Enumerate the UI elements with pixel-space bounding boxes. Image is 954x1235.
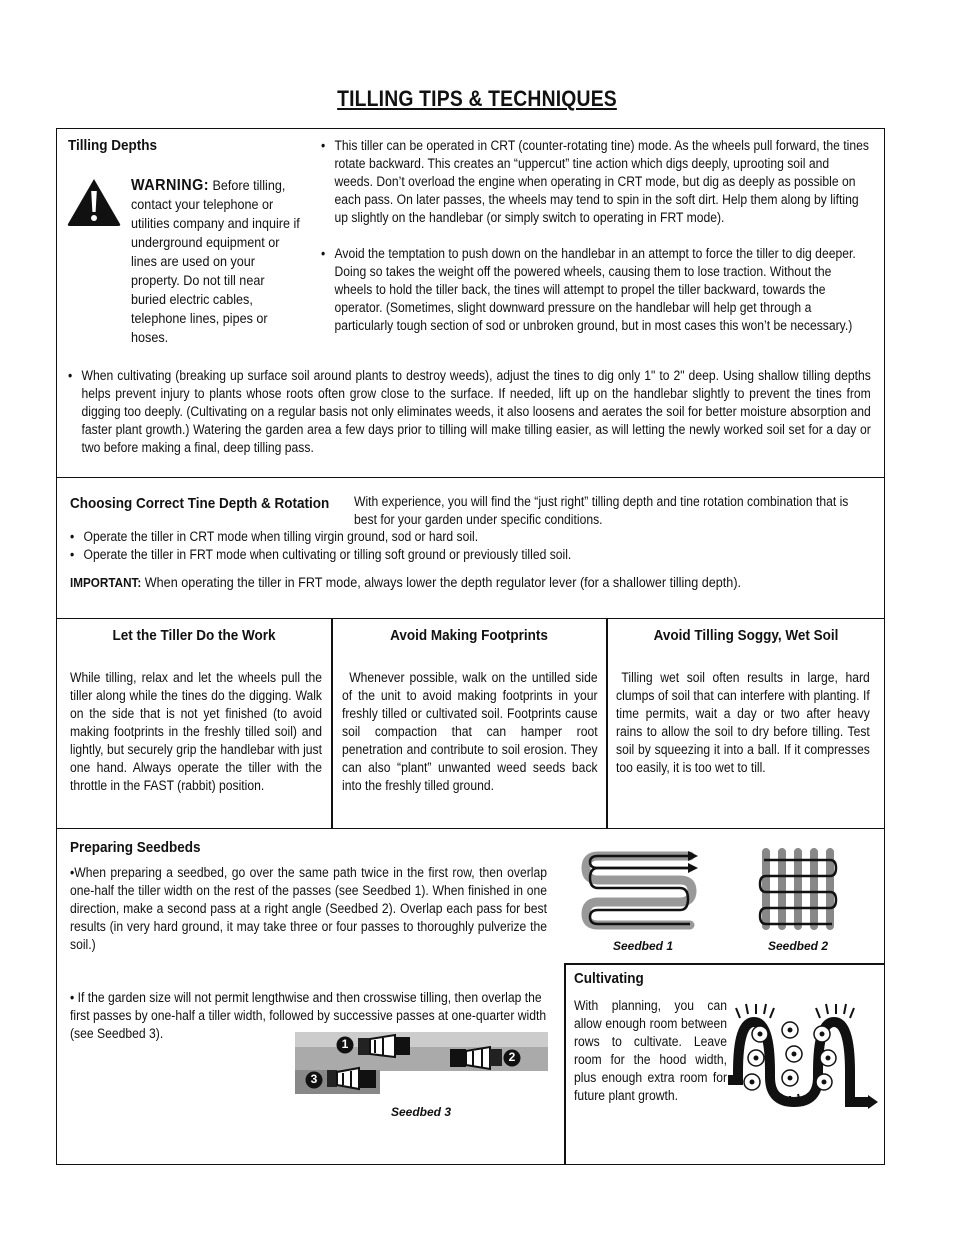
tilling-depths-heading: Tilling Depths <box>68 137 158 154</box>
seedbed-3-diagram <box>295 1027 548 1097</box>
seedbed-1-caption: Seedbed 1 <box>613 939 674 953</box>
seedbeds-bullet-2: • If the garden size will not permit lengthwise and then crosswise tilling, then overlap the first passes by one-half a tiller width, followed by successive passes at one-quarter width (see Seedbed 3). <box>70 990 547 1041</box>
rotation-bullet-list <box>70 528 862 564</box>
column-avoid-footprints <box>335 627 603 644</box>
important-note <box>70 573 880 592</box>
seedbeds-bullet-2-text: If the garden size will not permit lengthwise and then crosswise tilling, then overlap the first passes by one-half a tiller width, followed by successive passes at one-quarter width (see Seedbed 3). <box>70 990 547 1041</box>
seedbeds-bullet-1: •When preparing a seedbed, go over the same path twice in the first row, then overlap one-half the tiller width on the rest of the passes (see Seedbed 1). When finished in one direction, make a second pass at a right angle (Seedbed 2). Overlap each pass for best results (in very hard ground, it may take three or four passes to thoroughly pulverize the soil.) <box>70 865 548 952</box>
page-title: TILLING TIPS & TECHNIQUES <box>337 86 617 111</box>
cultivating-divider-left <box>564 963 566 1165</box>
column-text: Whenever possible, walk on the untilled side of the unit to avoid making footprints in your freshly tilled or cultivated soil. Footprints cause soil compaction that can hamper root penetration and contribute to soil erosion. They can also “plant” unwanted weed seeds back into the freshly tilled ground. <box>342 670 598 793</box>
list-item: • Avoid the temptation to push down on the handlebar in an attempt to force the tiller to dig deeper. Doing so takes the weight off the powered wheels, causing them to lose traction. Without the wheels to hold the tiller back, the tines will attempt to propel the tiller backward, towards the operator. (Sometimes, slight downward pressure on the handlebar will help get through a particularly tough section of sod or unbroken ground, but in most cases this won’t be necessary.) <box>321 245 870 335</box>
column-text: While tilling, relax and let the wheels pull the tiller along while the tines do the digging. Walk on the side that is not yet finished (to avoid making footprints in the freshly tilled soil) and lightly, but securely grip the handlebar with just one hand. Always operate the tiller with the throttle in the FAST (rabbit) position. <box>70 670 322 793</box>
warning-label: WARNING: <box>131 177 209 194</box>
cultivating-diagram <box>722 1002 882 1117</box>
important-label: IMPORTANT: <box>70 575 142 590</box>
seedbed-3-caption: Seedbed 3 <box>391 1105 452 1119</box>
cultivating-text: With planning, you can allow enough room between rows to cultivate. Leave room for the hood width, plus enough extra room for future plant growth. <box>574 998 727 1103</box>
seedbed-2-diagram <box>752 848 842 933</box>
column-divider <box>606 618 608 829</box>
column-let-tiller-work <box>60 627 328 644</box>
depths-bottom-bullet <box>68 367 871 457</box>
list-item: • Operate the tiller in FRT mode when cultivating or tilling soft ground or previously tilled soil. <box>70 546 862 564</box>
tiller-icon <box>358 1035 410 1057</box>
list-item: • This tiller can be operated in CRT (counter-rotating tine) mode. As the wheels pull forward, the tines rotate backward. This creates an “uppercut” tine action which digs deeply, uprooting soil and weeds. Don’t overload the engine when operating in CRT mode, but dig as deeply as possible on each pass. On later passes, the wheels may tend to spin in the soft dirt. Help them along by lifting up slightly on the handlebar (or simply switch to operating in FRT mode). <box>321 137 870 227</box>
warning-triangle-icon <box>66 177 122 227</box>
seedbeds-bullet-1-text: When preparing a seedbed, go over the same path twice in the first row, then overlap one-half the tiller width on the rest of the passes (see Seedbed 1). When finished in one direction, make a second pass at a right angle (Seedbed 2). Overlap each pass for best results (in very hard ground, it may take three or four passes to thoroughly pulverize the soil.) <box>70 865 548 952</box>
cultivating-heading: Cultivating <box>574 970 644 987</box>
seedbed-2-caption: Seedbed 2 <box>768 939 829 953</box>
column-divider <box>331 618 333 829</box>
tiller-icon <box>327 1068 376 1089</box>
column-avoid-soggy <box>610 627 882 644</box>
column-heading: Avoid Making Footprints <box>390 627 548 644</box>
rotation-intro: With experience, you will find the “just right” tilling depth and tine rotation combination that is best for your garden under specific conditions. <box>354 494 849 527</box>
important-text: When operating the tiller in FRT mode, always lower the depth regulator lever (for a shallower tilling depth). <box>144 574 742 590</box>
marker-2: 2 <box>508 1050 516 1064</box>
marker-1: 1 <box>341 1037 349 1051</box>
depths-bullet-list <box>321 137 870 335</box>
seedbeds-heading: Preparing Seedbeds <box>70 839 201 856</box>
tiller-icon <box>450 1047 502 1069</box>
column-heading: Let the Tiller Do the Work <box>112 627 276 644</box>
rotation-heading: Choosing Correct Tine Depth & Rotation <box>70 495 330 512</box>
column-heading: Avoid Tilling Soggy, Wet Soil <box>653 627 839 644</box>
list-item: • Operate the tiller in CRT mode when tilling virgin ground, sod or hard soil. <box>70 528 862 546</box>
column-text: Tilling wet soil often results in large, hard clumps of soil that can interfere with planting. If time permits, wait a day or two after heavy rains to allow the soil to dry before tilling. Test soil by squeezing it into a ball. If it compresses too easily, it is too wet to till. <box>616 670 870 775</box>
marker-3: 3 <box>310 1072 318 1086</box>
warning-text-block <box>131 176 302 347</box>
list-item: • When cultivating (breaking up surface soil around plants to destroy weeds), adjust the tines to dig only 1" to 2" deep. Using shallow tilling depths helps prevent injury to plants whose roots often grow close to the surface. If needed, lift up on the handlebar slightly to prevent the tines from digging too deeply. (Cultivating on a regular basis not only eliminates weeds, it also loosens and aerates the soil for better moisture absorption and faster plant growth.) Watering the garden area a few days prior to tilling will make tilling easier, as will letting the newly worked soil set for a day or two before making a final, deep tilling pass. <box>68 367 871 457</box>
seedbed-1-diagram <box>580 848 705 933</box>
cultivating-divider-top <box>564 963 885 965</box>
warning-text: Before tilling, contact your telephone or utilities company and inquire if underground equipment or lines are used on your property. Do not till near buried electric cables, telephone lines, pipes or hoses. <box>131 177 300 345</box>
